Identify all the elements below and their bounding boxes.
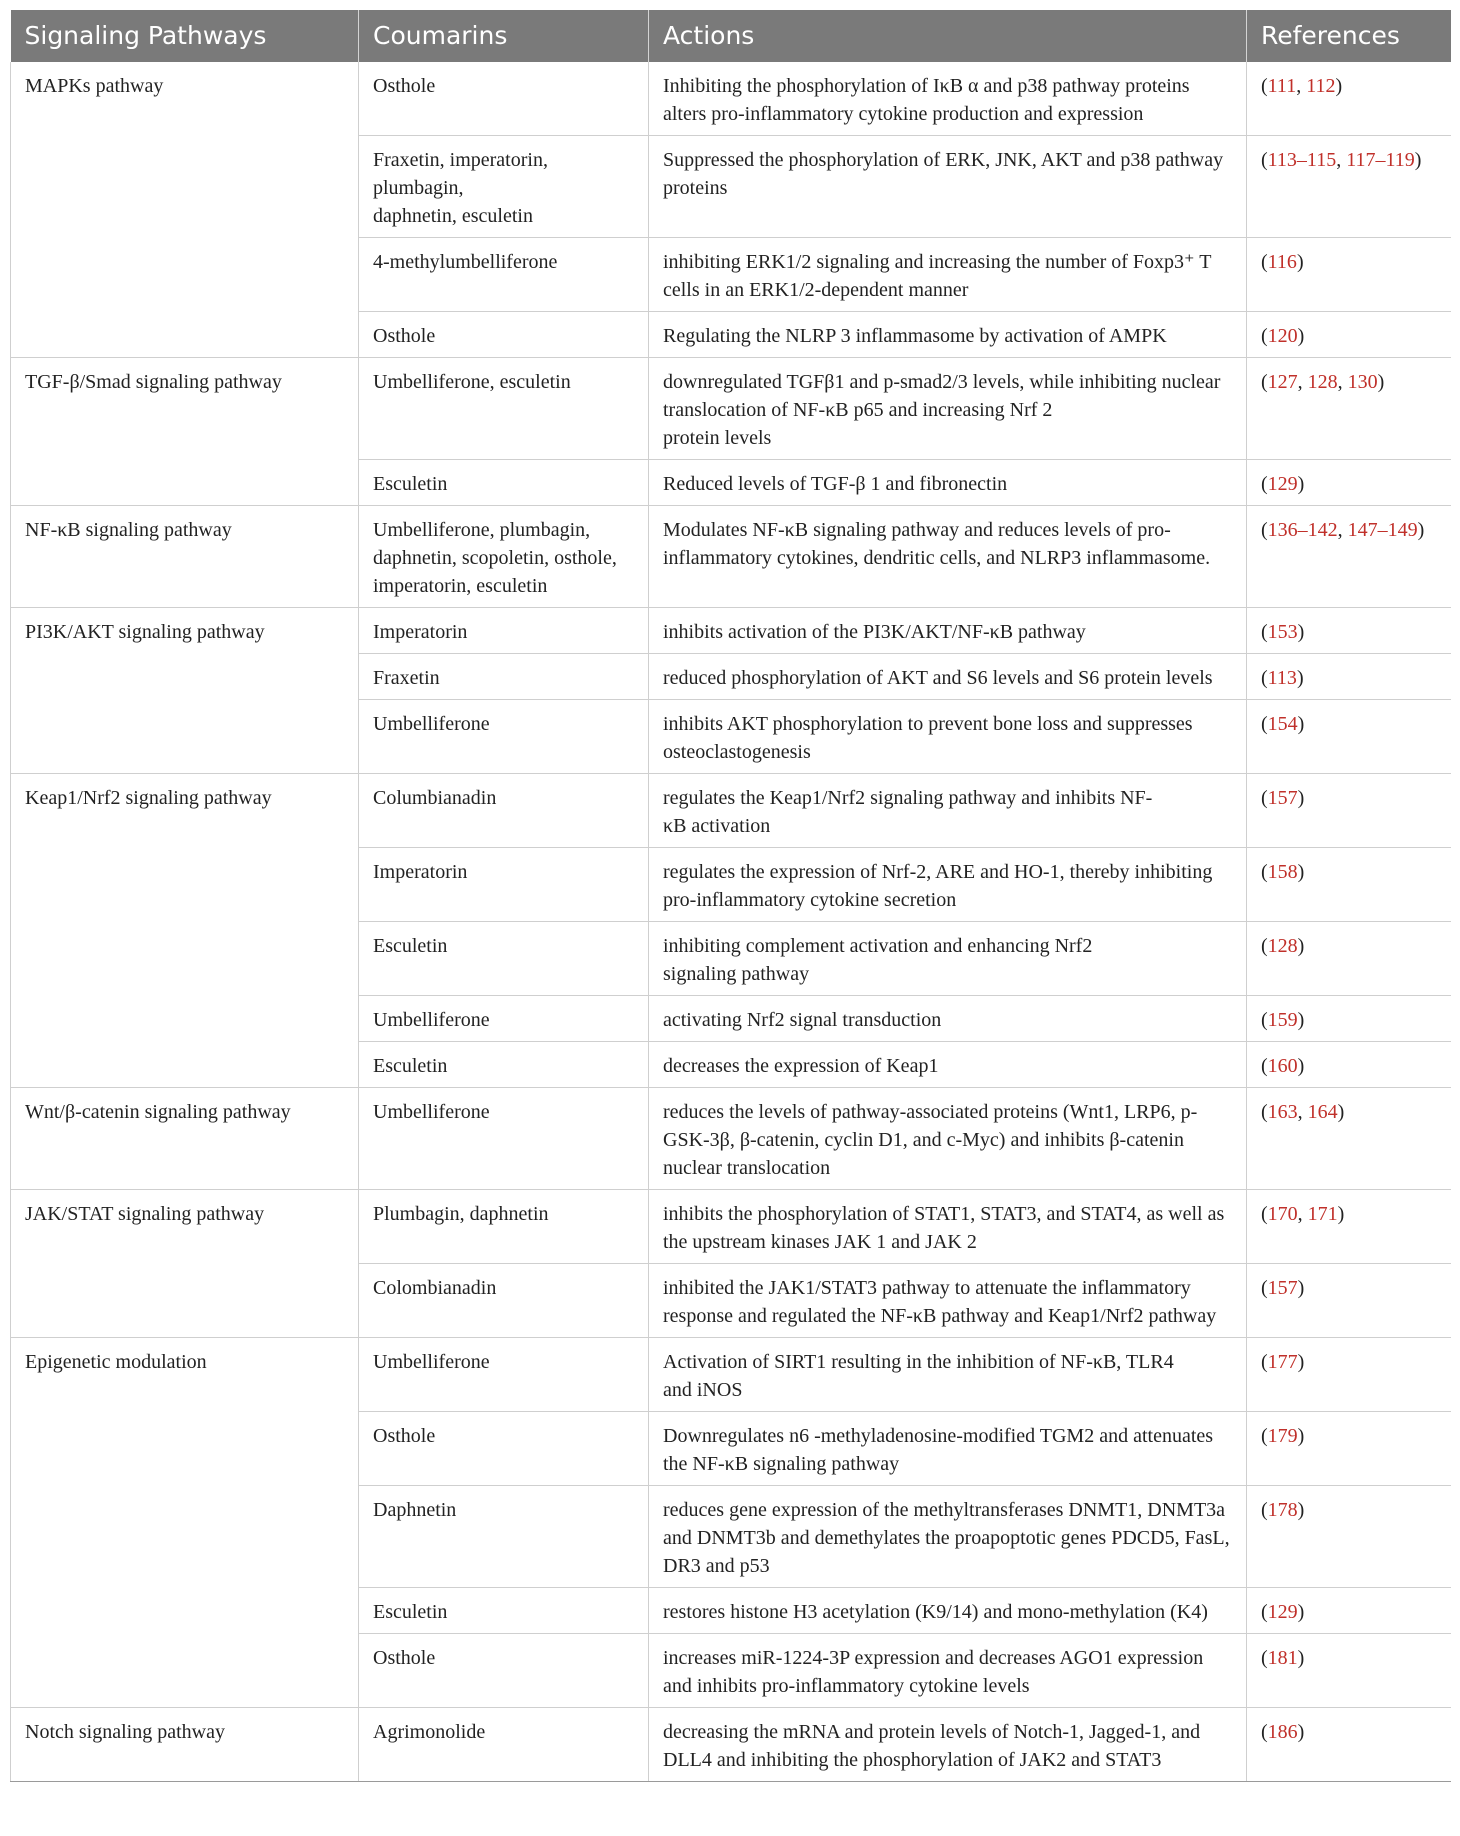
reference-link[interactable]: 157 xyxy=(1267,787,1298,809)
table-row xyxy=(11,506,1451,608)
action-cell: reduces the levels of pathway-associated proteins (Wnt1, LRP6, p-GSK-3β, β-catenin, cyclin D1, and c-Myc) and inhibits β-catenin nuclear translocation xyxy=(649,1088,1247,1190)
reference-link[interactable]: 111 xyxy=(1267,75,1297,97)
coumarin-cell: Colombianadin xyxy=(359,1264,649,1338)
coumarin-cell: Imperatorin xyxy=(359,848,649,922)
reference-link[interactable]: 164 xyxy=(1307,1101,1338,1123)
header-actions: Actions xyxy=(649,10,1247,62)
coumarin-cell: Umbelliferone, plumbagin, daphnetin, scopoletin, osthole, imperatorin, esculetin xyxy=(359,506,649,608)
pathway-cell: Wnt/β-catenin signaling pathway xyxy=(11,1088,359,1190)
signaling-pathways-table xyxy=(10,10,1451,1782)
table-row xyxy=(11,774,1451,848)
action-cell: Modulates NF-κB signaling pathway and reduces levels of pro-inflammatory cytokines, dendritic cells, and NLRP3 inflammasome. xyxy=(649,506,1247,608)
reference-link[interactable]: 157 xyxy=(1267,1277,1298,1299)
coumarin-cell: Esculetin xyxy=(359,460,649,506)
coumarin-cell: Osthole xyxy=(359,62,649,136)
reference-link[interactable]: 117–119 xyxy=(1346,149,1415,171)
references-cell: (159) xyxy=(1247,996,1451,1042)
header-coumarins: Coumarins xyxy=(359,10,649,62)
header-signaling-pathways: Signaling Pathways xyxy=(11,10,359,62)
action-cell: inhibiting ERK1/2 signaling and increasing the number of Foxp3⁺ T cells in an ERK1/2-dependent manner xyxy=(649,238,1247,312)
coumarin-cell: Esculetin xyxy=(359,922,649,996)
action-cell: inhibiting complement activation and enhancing Nrf2 signaling pathway xyxy=(649,922,1247,996)
table-body xyxy=(11,62,1451,1782)
reference-link[interactable]: 127 xyxy=(1267,371,1298,393)
action-cell: Suppressed the phosphorylation of ERK, JNK, AKT and p38 pathway proteins xyxy=(649,136,1247,238)
pathway-cell: MAPKs pathway xyxy=(11,62,359,358)
reference-link[interactable]: 171 xyxy=(1307,1203,1338,1225)
references-cell: (129) xyxy=(1247,1588,1451,1634)
header-row xyxy=(11,10,1451,62)
reference-link[interactable]: 147–149 xyxy=(1347,519,1418,541)
pathway-cell: PI3K/AKT signaling pathway xyxy=(11,608,359,774)
action-cell: restores histone H3 acetylation (K9/14) and mono-methylation (K4) xyxy=(649,1588,1247,1634)
references-cell: (170, 171) xyxy=(1247,1190,1451,1264)
action-cell: increases miR-1224-3P expression and decreases AGO1 expression and inhibits pro-inflammatory cytokine levels xyxy=(649,1634,1247,1708)
reference-link[interactable]: 186 xyxy=(1267,1721,1298,1743)
pathway-cell: Keap1/Nrf2 signaling pathway xyxy=(11,774,359,1088)
action-cell: Reduced levels of TGF-β 1 and fibronectin xyxy=(649,460,1247,506)
action-cell: Downregulates n6 -methyladenosine-modified TGM2 and attenuates the NF-κB signaling pathway xyxy=(649,1412,1247,1486)
coumarin-cell: 4-methylumbelliferone xyxy=(359,238,649,312)
coumarin-cell: Columbianadin xyxy=(359,774,649,848)
action-cell: Activation of SIRT1 resulting in the inhibition of NF-κB, TLR4 and iNOS xyxy=(649,1338,1247,1412)
reference-link[interactable]: 113 xyxy=(1267,667,1297,689)
coumarin-cell: Umbelliferone xyxy=(359,1338,649,1412)
coumarin-cell: Fraxetin, imperatorin, plumbagin, daphnetin, esculetin xyxy=(359,136,649,238)
table-row xyxy=(11,608,1451,654)
references-cell: (163, 164) xyxy=(1247,1088,1451,1190)
table-row xyxy=(11,1190,1451,1264)
references-cell: (178) xyxy=(1247,1486,1451,1588)
table-row xyxy=(11,1338,1451,1412)
action-cell: regulates the Keap1/Nrf2 signaling pathway and inhibits NF- κB activation xyxy=(649,774,1247,848)
coumarin-cell: Umbelliferone xyxy=(359,996,649,1042)
references-cell: (160) xyxy=(1247,1042,1451,1088)
reference-link[interactable]: 130 xyxy=(1347,371,1378,393)
action-cell: reduces gene expression of the methyltransferases DNMT1, DNMT3a and DNMT3b and demethylates the proapoptotic genes PDCD5, FasL, DR3 and p53 xyxy=(649,1486,1247,1588)
action-cell: Inhibiting the phosphorylation of IκB α and p38 pathway proteins alters pro-inflammatory cytokine production and expression xyxy=(649,62,1247,136)
reference-link[interactable]: 128 xyxy=(1267,935,1298,957)
coumarin-cell: Imperatorin xyxy=(359,608,649,654)
reference-link[interactable]: 179 xyxy=(1267,1425,1298,1447)
coumarin-cell: Umbelliferone xyxy=(359,1088,649,1190)
action-cell: inhibited the JAK1/STAT3 pathway to attenuate the inflammatory response and regulated the NF-κB pathway and Keap1/Nrf2 pathway xyxy=(649,1264,1247,1338)
reference-link[interactable]: 159 xyxy=(1267,1009,1298,1031)
action-cell: decreasing the mRNA and protein levels of Notch-1, Jagged-1, and DLL4 and inhibiting the phosphorylation of JAK2 and STAT3 xyxy=(649,1708,1247,1782)
action-cell: inhibits the phosphorylation of STAT1, STAT3, and STAT4, as well as the upstream kinases JAK 1 and JAK 2 xyxy=(649,1190,1247,1264)
references-cell: (181) xyxy=(1247,1634,1451,1708)
reference-link[interactable]: 116 xyxy=(1267,251,1297,273)
references-cell: (128) xyxy=(1247,922,1451,996)
references-cell: (153) xyxy=(1247,608,1451,654)
coumarin-cell: Osthole xyxy=(359,1634,649,1708)
reference-link[interactable]: 129 xyxy=(1267,1601,1298,1623)
references-cell: (177) xyxy=(1247,1338,1451,1412)
references-cell: (113) xyxy=(1247,654,1451,700)
reference-link[interactable]: 177 xyxy=(1267,1351,1298,1373)
references-cell: (120) xyxy=(1247,312,1451,358)
reference-link[interactable]: 112 xyxy=(1306,75,1336,97)
references-cell: (179) xyxy=(1247,1412,1451,1486)
reference-link[interactable]: 163 xyxy=(1267,1101,1298,1123)
reference-link[interactable]: 154 xyxy=(1267,713,1298,735)
references-cell: (186) xyxy=(1247,1708,1451,1782)
table-row xyxy=(11,358,1451,460)
reference-link[interactable]: 170 xyxy=(1267,1203,1298,1225)
references-cell: (129) xyxy=(1247,460,1451,506)
references-cell: (111, 112) xyxy=(1247,62,1451,136)
reference-link[interactable]: 153 xyxy=(1267,621,1298,643)
table-row xyxy=(11,62,1451,136)
reference-link[interactable]: 181 xyxy=(1267,1647,1298,1669)
table-header xyxy=(11,10,1451,62)
references-cell: (157) xyxy=(1247,1264,1451,1338)
coumarin-cell: Fraxetin xyxy=(359,654,649,700)
coumarin-cell: Esculetin xyxy=(359,1588,649,1634)
action-cell: Regulating the NLRP 3 inflammasome by activation of AMPK xyxy=(649,312,1247,358)
pathway-cell: Notch signaling pathway xyxy=(11,1708,359,1782)
references-cell: (154) xyxy=(1247,700,1451,774)
coumarin-cell: Umbelliferone xyxy=(359,700,649,774)
action-cell: inhibits activation of the PI3K/AKT/NF-κB pathway xyxy=(649,608,1247,654)
reference-link[interactable]: 129 xyxy=(1267,473,1298,495)
references-cell: (127, 128, 130) xyxy=(1247,358,1451,460)
table-row xyxy=(11,1088,1451,1190)
references-cell: (116) xyxy=(1247,238,1451,312)
references-cell: (113–115, 117–119) xyxy=(1247,136,1451,238)
action-cell: downregulated TGFβ1 and p-smad2/3 levels, while inhibiting nuclear translocation of NF-κB p65 and increasing Nrf 2 protein levels xyxy=(649,358,1247,460)
reference-link[interactable]: 158 xyxy=(1267,861,1298,883)
coumarin-cell: Plumbagin, daphnetin xyxy=(359,1190,649,1264)
pathway-cell: Epigenetic modulation xyxy=(11,1338,359,1708)
action-cell: decreases the expression of Keap1 xyxy=(649,1042,1247,1088)
coumarin-cell: Umbelliferone, esculetin xyxy=(359,358,649,460)
pathway-cell: JAK/STAT signaling pathway xyxy=(11,1190,359,1338)
reference-link[interactable]: 128 xyxy=(1307,371,1338,393)
reference-link[interactable]: 178 xyxy=(1267,1499,1298,1521)
table-container xyxy=(10,10,1450,1782)
reference-link[interactable]: 120 xyxy=(1267,325,1298,347)
action-cell: inhibits AKT phosphorylation to prevent bone loss and suppresses osteoclastogenesis xyxy=(649,700,1247,774)
coumarin-cell: Osthole xyxy=(359,1412,649,1486)
table-row xyxy=(11,1708,1451,1782)
references-cell: (136–142, 147–149) xyxy=(1247,506,1451,608)
references-cell: (158) xyxy=(1247,848,1451,922)
action-cell: reduced phosphorylation of AKT and S6 levels and S6 protein levels xyxy=(649,654,1247,700)
reference-link[interactable]: 160 xyxy=(1267,1055,1298,1077)
coumarin-cell: Agrimonolide xyxy=(359,1708,649,1782)
coumarin-cell: Esculetin xyxy=(359,1042,649,1088)
coumarin-cell: Daphnetin xyxy=(359,1486,649,1588)
header-references: References xyxy=(1247,10,1451,62)
references-cell: (157) xyxy=(1247,774,1451,848)
coumarin-cell: Osthole xyxy=(359,312,649,358)
action-cell: activating Nrf2 signal transduction xyxy=(649,996,1247,1042)
reference-link[interactable]: 136–142 xyxy=(1267,519,1338,541)
action-cell: regulates the expression of Nrf-2, ARE and HO-1, thereby inhibiting pro-inflammatory cytokine secretion xyxy=(649,848,1247,922)
pathway-cell: NF-κB signaling pathway xyxy=(11,506,359,608)
pathway-cell: TGF-β/Smad signaling pathway xyxy=(11,358,359,506)
reference-link[interactable]: 113–115 xyxy=(1267,149,1337,171)
